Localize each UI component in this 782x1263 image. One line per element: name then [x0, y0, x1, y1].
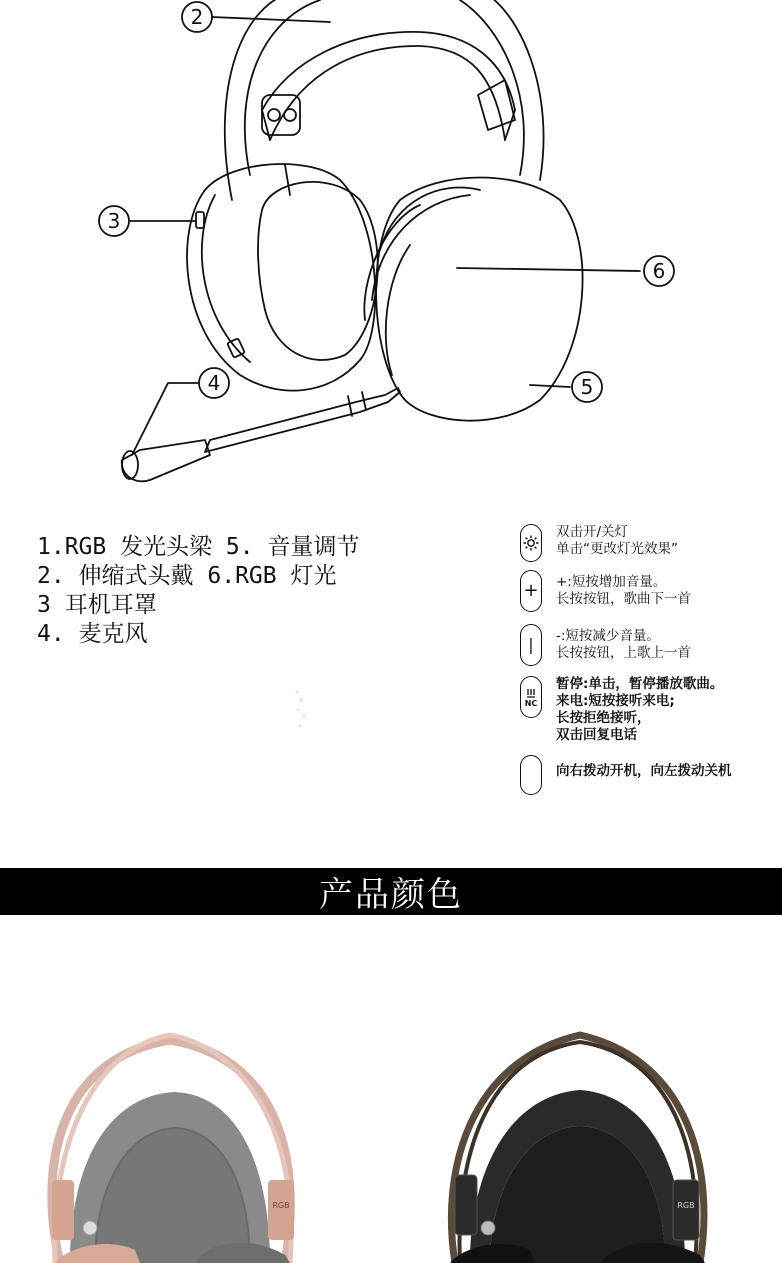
- control-play-call-line: 长按拒绝接听，: [556, 710, 651, 726]
- black-headset-photo: [450, 1035, 705, 1263]
- parts-list-item: 3 耳机耳罩: [37, 592, 157, 618]
- callout-4-label: 4: [207, 371, 221, 395]
- parts-list-item: 4. 麦克风: [37, 621, 148, 647]
- pink-headset-photo: [52, 1035, 294, 1263]
- parts-list-item: 1.RGB 发光头梁 5. 音量调节: [37, 534, 360, 560]
- callout-6-label: 6: [652, 259, 666, 283]
- product-color-photos: [0, 1000, 782, 1263]
- control-volume-up-line: 长按按钮，歌曲下一首: [556, 591, 691, 607]
- control-volume-up: [520, 570, 691, 612]
- section-banner: [0, 868, 782, 915]
- parts-list: [37, 533, 359, 649]
- callout-3-label: 3: [107, 209, 121, 233]
- scan-smudge: [292, 686, 310, 734]
- control-play-call-line: 来电:短按接听来电;: [556, 693, 675, 709]
- control-light-line: 双击开/关灯: [556, 524, 629, 540]
- control-volume-down-line: -:短按减少音量。: [556, 628, 660, 644]
- minus-icon: |: [520, 624, 542, 666]
- control-volume-up-line: +:短按增加音量。: [556, 574, 667, 590]
- headset-line-diagram: [0, 0, 782, 500]
- plus-icon: +: [520, 570, 542, 612]
- control-volume-down-line: 长按按钮，上歌上一首: [556, 645, 691, 661]
- control-light: [520, 524, 678, 562]
- parts-list-item: 2. 伸缩式头戴 6.RGB 灯光: [37, 563, 337, 589]
- control-play-call: [520, 676, 723, 744]
- control-play-call-line: 双击回复电话: [556, 727, 637, 743]
- control-play-call-line: 暂停:单击，暂停播放歌曲。: [556, 676, 724, 692]
- control-power-switch: [520, 755, 732, 795]
- sun-icon: [520, 524, 542, 562]
- control-power-line: 向右拨动开机，向左拨动关机: [556, 763, 732, 779]
- switch-icon: [520, 755, 542, 795]
- control-light-line: 单击“更改灯光效果”: [556, 541, 678, 557]
- control-volume-down: [520, 624, 691, 666]
- svg-text:RGB: RGB: [677, 1201, 695, 1210]
- nc-icon: NC: [520, 676, 542, 718]
- callout-5-label: 5: [580, 375, 594, 399]
- svg-text:RGB: RGB: [272, 1201, 290, 1210]
- callout-2-label: 2: [190, 5, 204, 29]
- section-banner-title: 产品颜色: [319, 875, 463, 915]
